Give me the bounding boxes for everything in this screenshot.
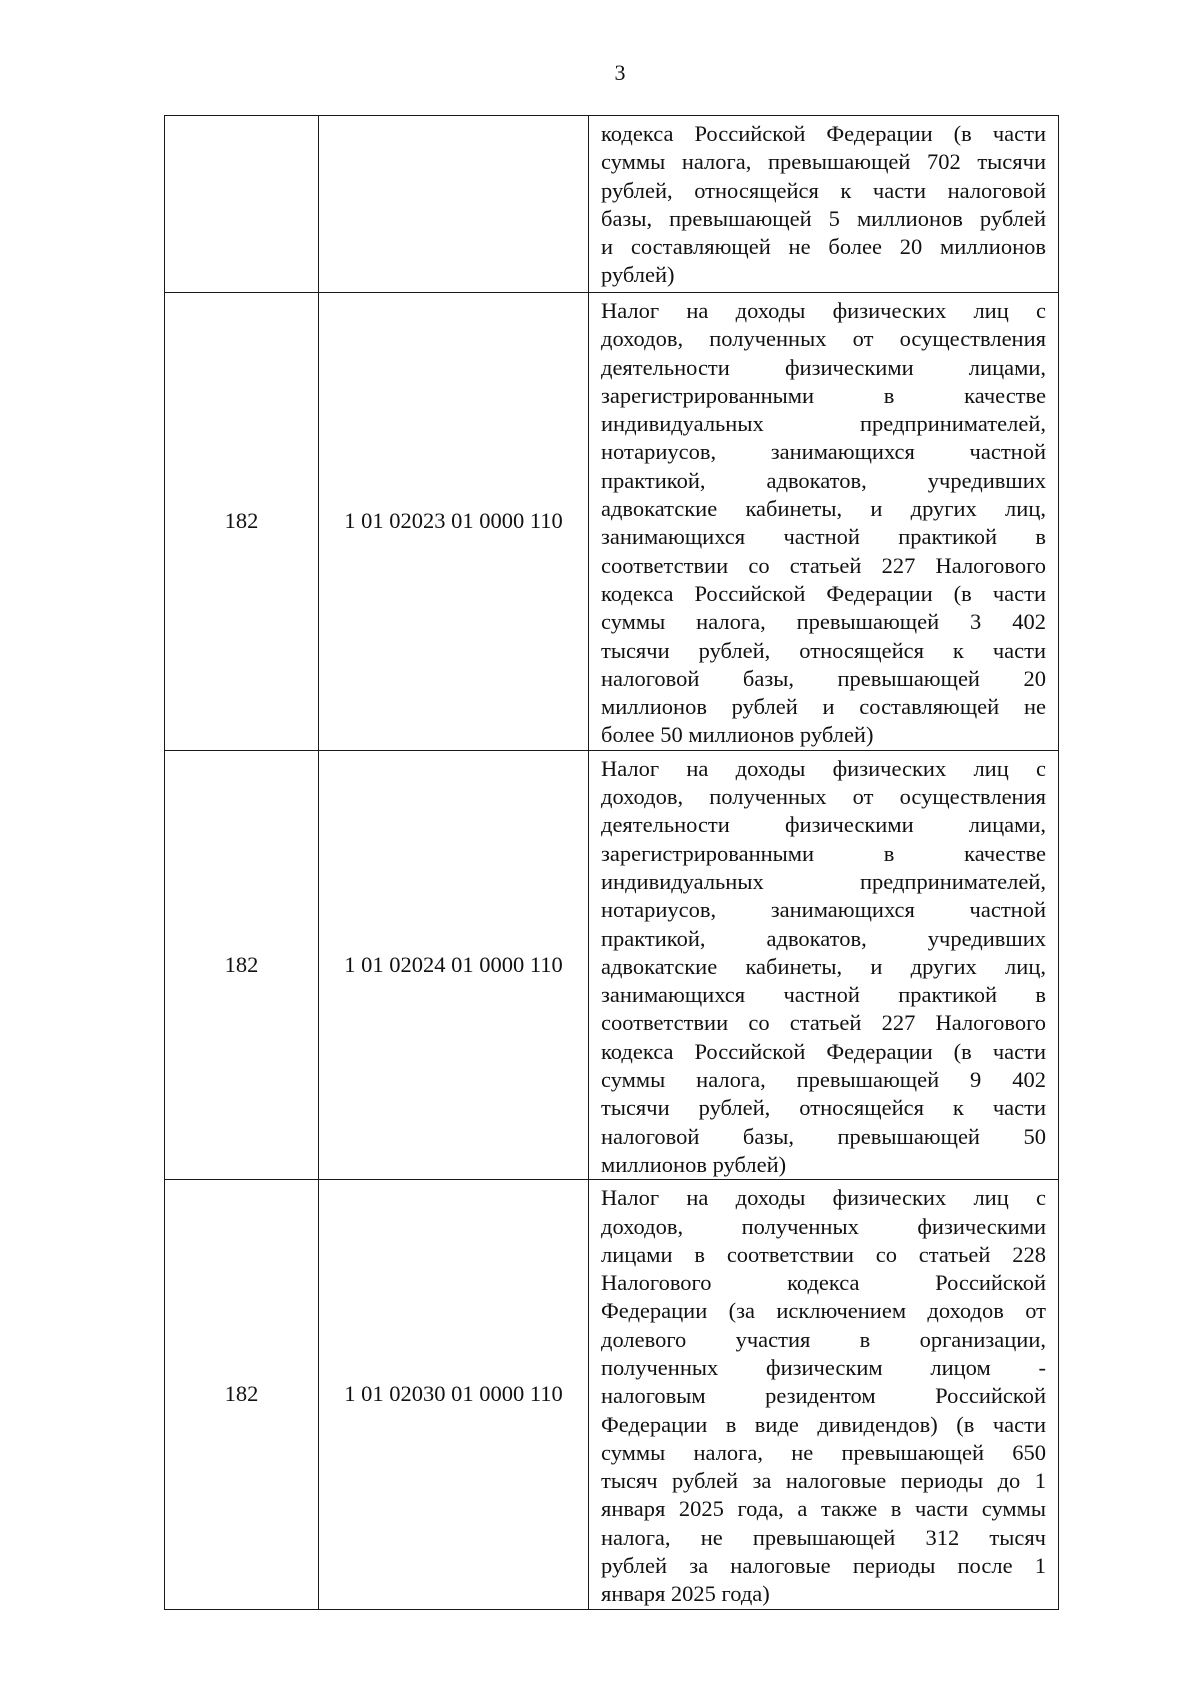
- description-line: налоговым резидентом Российской: [601, 1383, 1046, 1409]
- description-line: суммы налога, превышающей 702 тысячи: [601, 149, 1046, 175]
- kbk-code-cell: 1 01 02023 01 0000 110: [319, 293, 589, 751]
- description-line: суммы налога, превышающей 3 402: [601, 609, 1046, 635]
- description-line: адвокатские кабинеты, и других лиц,: [601, 496, 1046, 522]
- description-line: кодекса Российской Федерации (в части: [601, 1038, 1046, 1064]
- description-line: налога, не превышающей 312 тысяч: [601, 1524, 1046, 1550]
- table-row: [165, 293, 1059, 751]
- income-description-cell: [589, 293, 1059, 751]
- description-line: кодекса Российской Федерации (в части: [601, 121, 1046, 146]
- description-line: Налог на доходы физических лиц с: [601, 1185, 1046, 1211]
- description-line: нотариусов, занимающихся частной: [601, 439, 1046, 465]
- description-line: тысячи рублей, относящейся к части: [601, 637, 1046, 663]
- page-number: 3: [614, 60, 626, 85]
- description-line: налоговой базы, превышающей 50: [601, 1123, 1046, 1149]
- table-row: [165, 116, 1059, 293]
- description-line: доходов, полученных от осуществления: [601, 326, 1046, 352]
- description-line: индивидуальных предпринимателей,: [601, 411, 1046, 437]
- description-line: и составляющей не более 20 миллионов: [601, 234, 1046, 260]
- description-line: практикой, адвокатов, учредивших: [601, 925, 1046, 951]
- description-line: базы, превышающей 5 миллионов рублей: [601, 205, 1046, 231]
- description-line: миллионов рублей): [601, 1151, 787, 1177]
- description-line: января 2025 года): [601, 1581, 770, 1607]
- description-line: января 2025 года, а также в части суммы: [601, 1496, 1046, 1522]
- income-description-cell: [589, 1180, 1059, 1609]
- description-line: суммы налога, не превышающей 650: [601, 1439, 1046, 1465]
- description-line: тысячи рублей, относящейся к части: [601, 1095, 1046, 1121]
- description-line: Федерации в виде дивидендов) (в части: [601, 1411, 1046, 1437]
- description-line: соответствии со статьей 227 Налогового: [601, 552, 1046, 578]
- description-line: индивидуальных предпринимателей,: [601, 868, 1046, 894]
- description-line: полученных физическим лицом -: [601, 1354, 1046, 1380]
- description-line: зарегистрированными в качестве: [601, 840, 1046, 866]
- description-line: кодекса Российской Федерации (в части: [601, 580, 1046, 606]
- kbk-code-cell: 1 01 02024 01 0000 110: [319, 750, 589, 1179]
- description-line: доходов, полученных физическими: [601, 1213, 1046, 1239]
- admin-code-cell: [165, 116, 319, 293]
- description-line: адвокатские кабинеты, и других лиц,: [601, 953, 1046, 979]
- description-line: более 50 миллионов рублей): [601, 722, 874, 748]
- description-line: нотариусов, занимающихся частной: [601, 897, 1046, 923]
- description-line: занимающихся частной практикой в: [601, 982, 1046, 1008]
- description-line: суммы налога, превышающей 9 402: [601, 1067, 1046, 1093]
- description-line: долевого участия в организации,: [601, 1326, 1046, 1352]
- description-line: налоговой базы, превышающей 20: [601, 665, 1046, 691]
- description-line: лицами в соответствии со статьей 228: [601, 1241, 1046, 1267]
- table-row: [165, 750, 1059, 1179]
- admin-code-cell: 182: [165, 293, 319, 751]
- table-row: [165, 1180, 1059, 1609]
- description-line: рублей за налоговые периоды после 1: [601, 1553, 1046, 1579]
- description-line: деятельности физическими лицами,: [601, 354, 1046, 380]
- description-line: Налог на доходы физических лиц с: [601, 755, 1046, 781]
- description-line: занимающихся частной практикой в: [601, 524, 1046, 550]
- description-line: зарегистрированными в качестве: [601, 382, 1046, 408]
- description-line: миллионов рублей и составляющей не: [601, 694, 1046, 720]
- description-line: доходов, полученных от осуществления: [601, 784, 1046, 810]
- description-line: деятельности физическими лицами,: [601, 812, 1046, 838]
- income-description-cell: [589, 116, 1059, 293]
- description-line: рублей, относящейся к части налоговой: [601, 177, 1046, 203]
- kbk-code-cell: 1 01 02030 01 0000 110: [319, 1180, 589, 1609]
- description-line: тысяч рублей за налоговые периоды до 1: [601, 1468, 1046, 1494]
- kbk-code-cell: [319, 116, 589, 293]
- admin-code-cell: 182: [165, 750, 319, 1179]
- description-line: Налогового кодекса Российской: [601, 1270, 1046, 1296]
- description-line: соответствии со статьей 227 Налогового: [601, 1010, 1046, 1036]
- income-description-cell: [589, 750, 1059, 1179]
- admin-code-cell: 182: [165, 1180, 319, 1609]
- description-line: практикой, адвокатов, учредивших: [601, 467, 1046, 493]
- description-line: рублей): [601, 262, 675, 288]
- description-line: Налог на доходы физических лиц с: [601, 298, 1046, 323]
- description-line: Федерации (за исключением доходов от: [601, 1298, 1046, 1324]
- budget-classification-table: [164, 115, 1059, 1610]
